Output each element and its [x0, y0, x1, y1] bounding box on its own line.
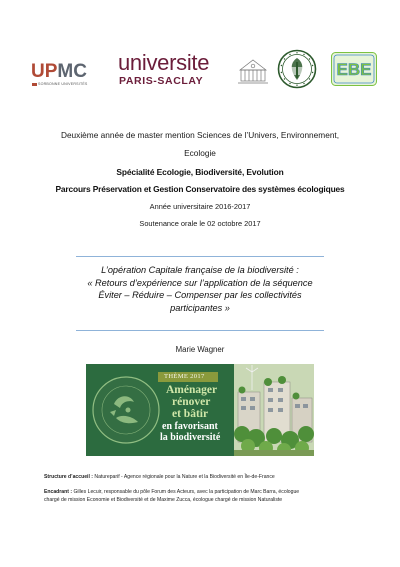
- thesis-title-line: « Retours d’expérience sur l’application de la séquence: [87, 277, 313, 288]
- capitale-biodiversite-banner: [86, 364, 314, 456]
- supervisor-info: [44, 488, 384, 504]
- banner-line: et bâtir: [172, 408, 209, 420]
- ebe-logo: [331, 52, 377, 86]
- academic-year: Année universitaire 2016-2017: [149, 202, 251, 211]
- banner-line: Aménager: [166, 384, 218, 396]
- banner-line: en favorisant: [162, 421, 218, 432]
- paris-saclay-logo: [118, 52, 222, 90]
- author-name: Marie Wagner: [175, 345, 225, 354]
- banner-line: la biodiversité: [160, 432, 221, 443]
- ebe-logo-text: EBE: [336, 60, 372, 79]
- supervisor-line-1: Gilles Lecuir, responsable du pôle Forum des Acteurs, avec la participation de Marc Barra, écologue: [73, 489, 300, 495]
- title-rule-bottom: [76, 330, 324, 331]
- supervisor-line-2: chargé de mission Economie et Biodiversité et de Maxime Zucca, écologue chargé de mission Naturaliste: [44, 497, 283, 503]
- logo-row: [0, 44, 400, 100]
- university-seal-icon: [277, 49, 317, 89]
- thesis-title-line: Éviter – Réduire – Compenser par les collectivités: [98, 290, 302, 301]
- host-structure-label: Structure d’accueil :: [44, 474, 93, 480]
- banner-theme: THÈME 2017: [164, 373, 205, 380]
- upmc-tagline-bar: [32, 83, 37, 86]
- title-rule-top: [76, 256, 324, 257]
- thesis-title-line: participantes »: [170, 302, 230, 313]
- speciality-heading: Spécialité Ecologie, Biodiversité, Evolution: [116, 167, 284, 177]
- parcours-heading: Parcours Préservation et Gestion Conservatoire des systèmes écologiques: [55, 184, 345, 194]
- upmc-logo-part2: MC: [57, 61, 87, 82]
- supervisor-label: Encadrant :: [44, 489, 73, 495]
- upmc-logo: [31, 62, 99, 92]
- host-structure-value: Natureparif - Agence régionale pour la Nature et la Biodiversité en Île-de-France: [94, 474, 275, 480]
- paris-saclay-logo-word: universite: [118, 50, 210, 75]
- paris-saclay-logo-sub: PARIS-SACLAY: [119, 75, 204, 87]
- upmc-logo-part1: UP: [31, 61, 58, 82]
- upmc-tagline: SORBONNE UNIVERSITÉS: [38, 82, 88, 86]
- thesis-title: [60, 264, 340, 314]
- building-crest-icon: [236, 56, 270, 86]
- banner-line: rénover: [172, 396, 211, 408]
- master-line-1: Deuxième année de master mention Sciences de l’Univers, Environnement,: [60, 130, 340, 140]
- thesis-title-line: L’opération Capitale française de la biodiversité :: [101, 265, 299, 275]
- master-line-2: Ecologie: [184, 148, 216, 158]
- host-structure: [44, 473, 384, 481]
- defense-date: Soutenance orale le 02 octobre 2017: [139, 219, 261, 228]
